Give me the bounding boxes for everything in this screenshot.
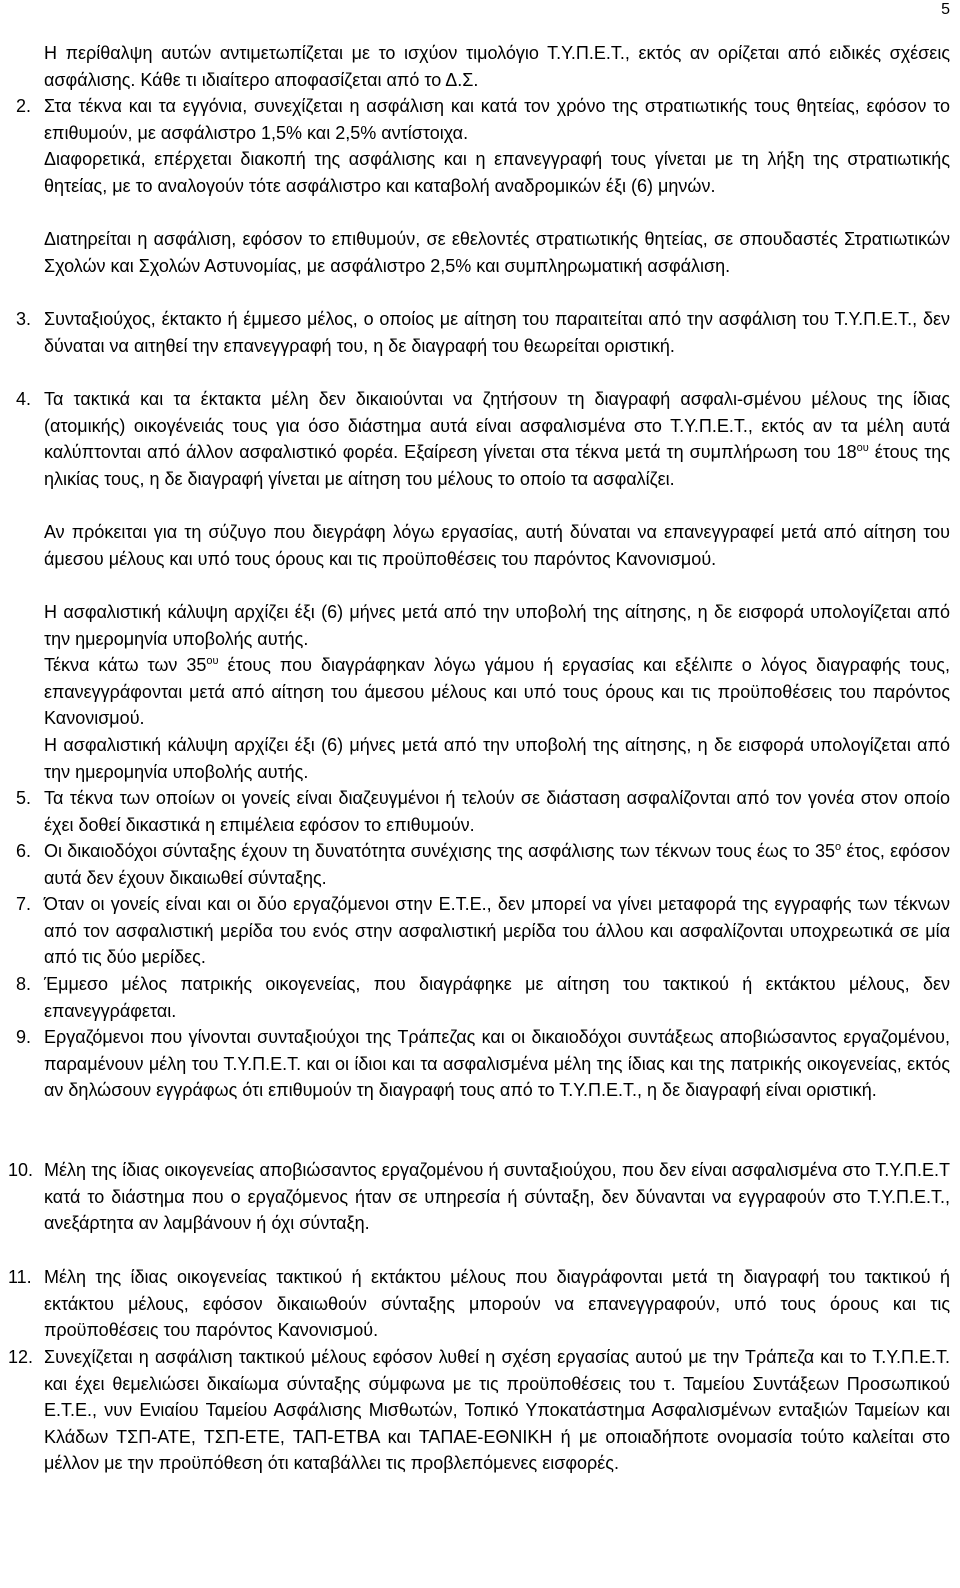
paragraph-text: Έμμεσο μέλος πατρικής οικογενείας, που διαγράφηκε με αίτηση του τακτικού ή εκτάκτου μέλους, δεν επανεγγράφεται. [44,974,950,1021]
list-item-5 [16,785,950,838]
item-number: 6. [16,841,32,861]
paragraph-text: Εργαζόμενοι που γίνονται συνταξιούχοι της Τράπεζας και οι δικαιοδόχοι συντάξεως αποβιώσαντος εργαζομένου, παραμένουν μέλη του Τ.Υ.Π.Ε.Τ. και οι ίδιοι και τα ασφαλισμένα μέλη της ίδιας και της πατρικής οικογενείας, εκτός αν δηλώσουν εγγράφως ότι επιθυμούν τη διαγραφή τους από το Τ.Υ.Π.Ε.Τ., η δε διαγραφή είναι οριστική. [44,1027,950,1101]
list-item-11 [8,1264,950,1344]
list-item-4 [16,386,950,519]
list-item-6 [16,838,950,891]
paragraph-text: Στα τέκνα και τα εγγόνια, συνεχίζεται η ασφάλιση και κατά τον χρόνο της στρατιωτικής τους θητείας, εφόσον το επιθυμούν, με ασφάλιστρο 1,5% και 2,5% αντίστοιχα. [44,96,950,143]
paragraph-text: Η ασφαλιστική κάλυψη αρχίζει έξι (6) μήνες μετά από την υποβολή της αίτησης, η δε εισφορά υπολογίζεται από την ημερομηνία υποβολής αυτής. [44,735,950,782]
list-item-9 [16,1024,950,1157]
page-number: 5 [941,1,950,18]
paragraph-text: Τα τέκνα των οποίων οι γονείς είναι διαζευγμένοι ή τελούν σε διάσταση ασφαλίζονται από τον γονέα στον οποίο έχει δοθεί δικαστικά η επιμέλεια εφόσον το επιθυμούν. [44,788,950,835]
paragraph-text: Συνεχίζεται η ασφάλιση τακτικού μέλους εφόσον λυθεί η σχέση εργασίας αυτού με την Τράπεζα και το Τ.Υ.Π.Ε.Τ. και έχει θεμελιώσει δικαίωμα σύνταξης σύμφωνα με τις προϋποθέσεις του τ. Ταμείου Συντάξεων Προσωπικού Ε.Τ.Ε., νυν Ενιαίου Ταμείου Ασφάλισης Μισθωτών, Τοπικό Υποκατάστημα Ασφαλισμένων ενταξιών Ταμείων και Κλάδων ΤΣΠ-ΑΤΕ, ΤΣΠ-ΕΤΕ, ΤΑΠ-ΕΤΒΑ και ΤΑΠΑΕ-ΕΘΝΙΚΗ ή με οποιαδήποτε ονομασία τούτο καλείται στο μέλλον με την προϋπόθεση ότι καταβάλλει τις προβλεπόμενες εισφορές. [44,1347,950,1474]
superscript: ου [206,655,219,667]
item-number: 12. [8,1347,34,1367]
paragraph [44,146,950,226]
list-item-2 [16,93,950,146]
item-number: 8. [16,974,32,994]
paragraph-text: Η περίθαλψη αυτών αντιμετωπίζεται με το ισχύον τιμολόγιο Τ.Υ.Π.Ε.Τ., εκτός αν ορίζεται από ειδικές σχέσεις ασφάλισης. Κάθε τι ιδιαίτερο αποφασίζεται από το Δ.Σ. [44,43,950,90]
paragraph-text: Διαφορετικά, επέρχεται διακοπή της ασφάλισης και η επανεγγραφή τους γίνεται με τη λήξη της στρατιωτικής θητείας, με το αναλογούν τότε ασφάλιστρο και καταβολή αναδρομικών έξι (6) μηνών. [44,149,950,196]
item-number: 9. [16,1027,32,1047]
item-number: 2. [16,96,32,116]
paragraph-text: Μέλη της ίδιας οικογενείας αποβιώσαντος εργαζομένου ή συνταξιούχου, που δεν είναι ασφαλισμένα στο Τ.Υ.Π.Ε.Τ κατά το διάστημα που ο εργαζόμενος ήταν σε υπηρεσία ή σύνταξη, δεν δύνανται να εγγραφούν στο Τ.Υ.Π.Ε.Τ., ανεξάρτητα αν λαμβάνουν ή όχι σύνταξη. [44,1160,950,1234]
paragraph-text: Διατηρείται η ασφάλιση, εφόσον το επιθυμούν, σε εθελοντές στρατιωτικής θητείας, σε σπουδαστές Στρατιωτικών Σχολών και Σχολών Αστυνομίας, με ασφάλιστρο 2,5% και συμπληρωματική ασφάλιση. [44,229,950,276]
item-number: 10. [8,1160,34,1180]
paragraph-text: έτους που διαγράφηκαν λόγω γάμου ή εργασίας και εξέλιπε ο λόγος διαγραφής τους, επανεγγράφονται μετά από αίτηση του άμεσου μέλους και υπό τους όρους και τις προϋποθέσεις του παρόντος Κανονισμού. [44,655,950,729]
list-item-3 [16,306,950,386]
superscript: ο [835,841,842,853]
list-item-7 [16,891,950,971]
item-number: 5. [16,788,32,808]
paragraph-text: Οι δικαιοδόχοι σύνταξης έχουν τη δυνατότητα συνέχισης της ασφάλισης των τέκνων τους έως το 35 [44,841,835,861]
paragraph [44,226,950,306]
item-number: 11. [8,1267,32,1287]
list-item-12 [8,1344,950,1477]
paragraph-text: Μέλη της ίδιας οικογενείας τακτικού ή εκτάκτου μέλους που διαγράφονται μετά τη διαγραφή του τακτικού ή εκτάκτου μέλους, εφόσον δικαιωθούν σύνταξης μπορούν να επανεγγραφούν, υπό τους όρους και τις προϋποθέσεις του παρόντος Κανονισμού. [44,1267,950,1341]
paragraph-text: Αν πρόκειται για τη σύζυγο που διεγράφη λόγω εργασίας, αυτή δύναται να επανεγγραφεί μετά από αίτηση του άμεσου μέλους και υπό τους όρους και τις προϋποθέσεις του παρόντος Κανονισμού. [44,522,950,569]
paragraph-text: έτος, εφόσον αυτά δεν έχουν δικαιωθεί σύνταξης. [44,841,950,888]
list-item-8 [16,971,950,1024]
item-number: 4. [16,389,32,409]
intro-paragraph [44,40,950,93]
paragraph [44,732,950,785]
paragraph [44,652,950,732]
paragraph-text: Τα τακτικά και τα έκτακτα μέλη δεν δικαιούνται να ζητήσουν τη διαγραφή ασφαλι-σμένου μέλους της ίδιας (ατομικής) οικογένειάς τους για όσο διάστημα αυτά είναι ασφαλισμένα στο Τ.Υ.Π.Ε.Τ., εκτός αν τα μέλη αυτά καλύπτονται από άλλον ασφαλιστικό φορέα. Εξαίρεση γίνεται στα τέκνα μετά τη συμπλήρωση του 18 [44,389,950,463]
item-number: 3. [16,309,32,329]
paragraph [44,599,950,652]
document-body [8,40,950,1477]
superscript: ου [856,442,869,455]
paragraph-text: Η ασφαλιστική κάλυψη αρχίζει έξι (6) μήνες μετά από την υποβολή της αίτησης, η δε εισφορά υπολογίζεται από την ημερομηνία υποβολής αυτής. [44,602,950,649]
paragraph-text: Τέκνα κάτω των 35 [44,655,207,675]
paragraph-text: Όταν οι γονείς είναι και οι δύο εργαζόμενοι στην Ε.Τ.Ε., δεν μπορεί να γίνει μεταφορά της εγγραφής των τέκνων από τον ασφαλιστική μερίδα του ενός στην ασφαλιστική μερίδα του άλλου και ασφαλίζονται υποχρεωτικά σε μία από τις δύο μερίδες. [44,894,950,968]
paragraph-text: έτους της ηλικίας τους, η δε διαγραφή γίνεται με αίτηση του μέλους το οποίο τα ασφαλίζει. [44,442,950,489]
paragraph [44,519,950,599]
item-number: 7. [16,894,32,914]
paragraph-text: Συνταξιούχος, έκτακτο ή έμμεσο μέλος, ο οποίος με αίτηση του παραιτείται από την ασφάλιση του Τ.Υ.Π.Ε.Τ., δεν δύναται να αιτηθεί την επανεγγραφή του, η δε διαγραφή του θεωρείται οριστική. [44,309,950,356]
list-item-10 [8,1157,950,1264]
